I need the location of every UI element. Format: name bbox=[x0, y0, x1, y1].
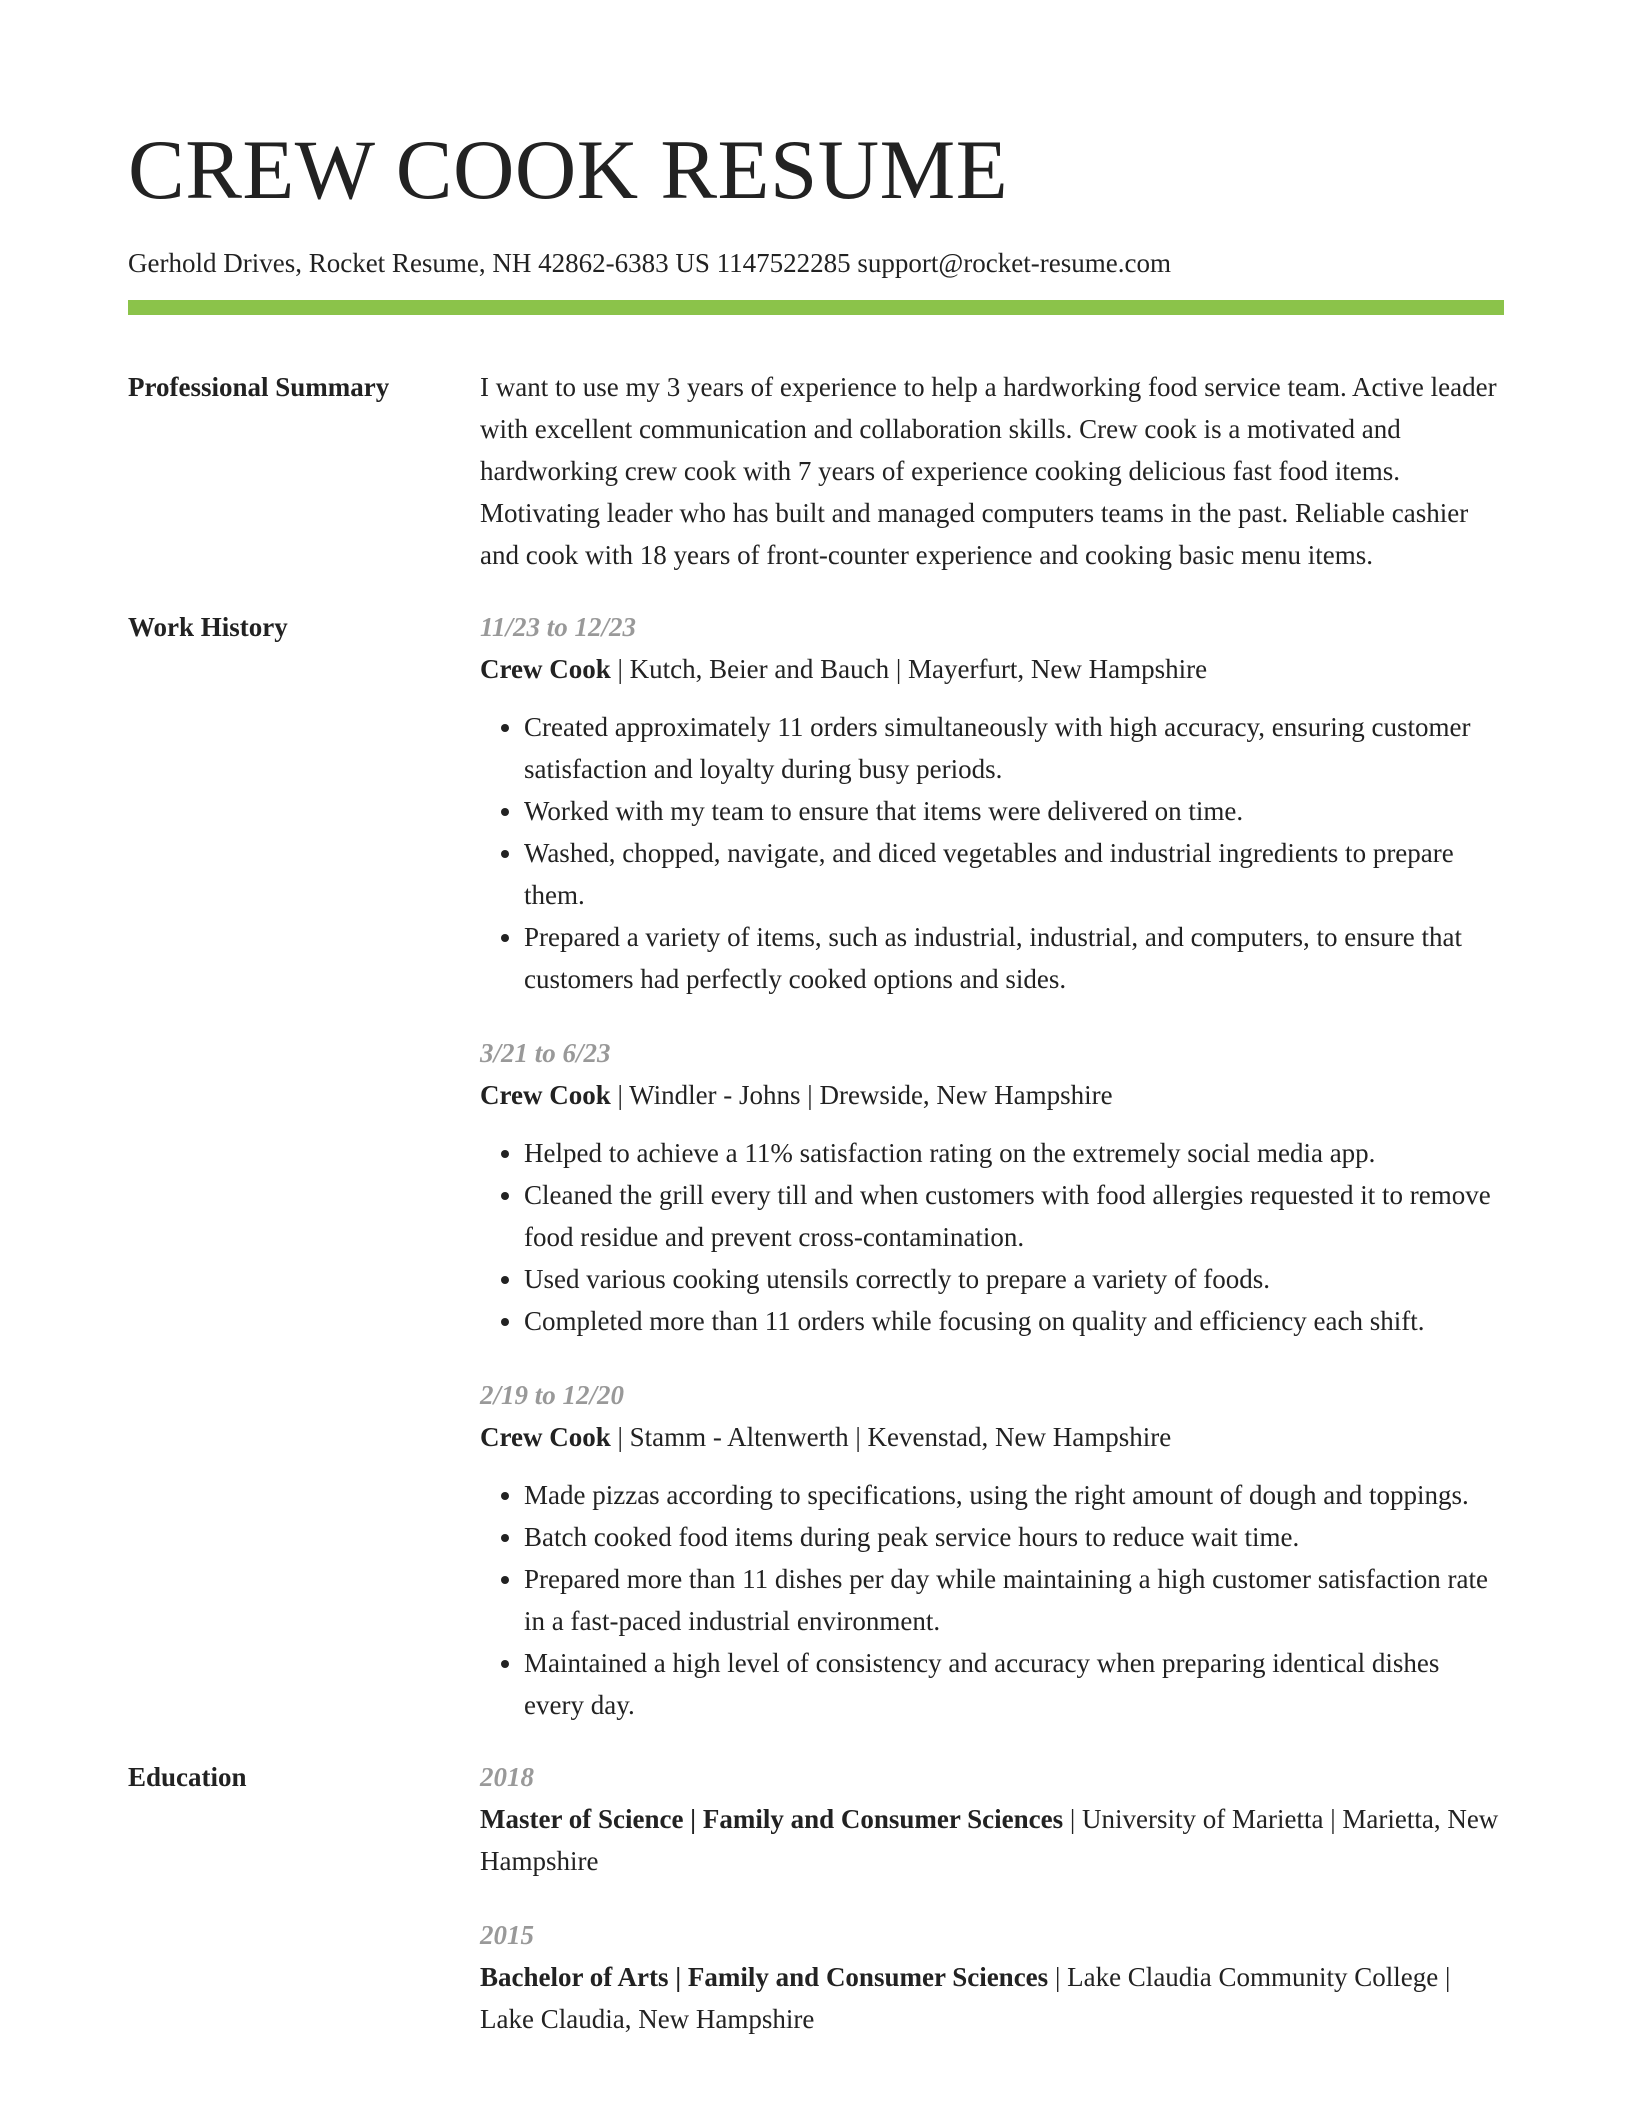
job-bullet: • Prepared more than 11 dishes per day while maintaining a high customer satisfaction rate in a fast-paced industrial environment. bbox=[524, 1558, 1504, 1642]
job-bullets bbox=[480, 1132, 1504, 1342]
job-bullet: • Cleaned the grill every till and when customers with food allergies requested it to remove food residue and prevent cross-contamination. bbox=[524, 1174, 1504, 1258]
job-employer: | Kutch, Beier and Bauch | Mayerfurt, New Hampshire bbox=[610, 654, 1208, 684]
resume-page bbox=[128, 0, 1504, 2072]
job-bullet: • Washed, chopped, navigate, and diced vegetables and industrial ingredients to prepare them. bbox=[524, 832, 1504, 916]
summary-text: I want to use my 3 years of experience to help a hardworking food service team. Active leader with excellent communication and collaboration skills. Crew cook is a motivated and hardworking crew cook with 7 years of experience cooking delicious fast food items. Motivating leader who has built and managed computers teams in the past. Reliable cashier and cook with 18 years of front-counter experience and cooking basic menu items. bbox=[480, 372, 1497, 570]
job-bullets bbox=[480, 706, 1504, 1000]
education-year: 2015 bbox=[480, 1920, 534, 1950]
job-bullet: • Maintained a high level of consistency and accuracy when preparing identical dishes every day. bbox=[524, 1642, 1504, 1726]
job-heading bbox=[480, 1416, 1504, 1458]
education-entry bbox=[480, 1756, 1504, 1882]
job-bullet: • Made pizzas according to specifications, using the right amount of dough and toppings. bbox=[524, 1474, 1504, 1516]
summary-heading: Professional Summary bbox=[128, 372, 390, 402]
job-dates: 2/19 to 12/20 bbox=[480, 1380, 625, 1410]
degree-title: Bachelor of Arts | Family and Consumer Sciences bbox=[480, 1962, 1049, 1992]
education-entry bbox=[480, 1914, 1504, 2040]
education-body bbox=[480, 1756, 1504, 2072]
job-bullet: • Created approximately 11 orders simultaneously with high accuracy, ensuring customer satisfaction and loyalty during busy periods. bbox=[524, 706, 1504, 790]
job-title: Crew Cook bbox=[480, 1080, 611, 1110]
job-heading bbox=[480, 648, 1504, 690]
work-history-section bbox=[128, 606, 1504, 1726]
education-year: 2018 bbox=[480, 1762, 534, 1792]
job-bullet: • Used various cooking utensils correctly to prepare a variety of foods. bbox=[524, 1258, 1504, 1300]
job-bullet: • Worked with my team to ensure that items were delivered on time. bbox=[524, 790, 1504, 832]
job-dates: 3/21 to 6/23 bbox=[480, 1038, 611, 1068]
degree-title: Master of Science | Family and Consumer Sciences bbox=[480, 1804, 1064, 1834]
job-bullet: • Prepared a variety of items, such as industrial, industrial, and computers, to ensure that customers had perfectly cooked options and sides. bbox=[524, 916, 1504, 1000]
job-employer: | Windler - Johns | Drewside, New Hampshire bbox=[610, 1080, 1113, 1110]
work-history-heading: Work History bbox=[128, 612, 288, 642]
job-entry bbox=[480, 1374, 1504, 1726]
job-bullet: • Batch cooked food items during peak service hours to reduce wait time. bbox=[524, 1516, 1504, 1558]
job-employer: | Stamm - Altenwerth | Kevenstad, New Hampshire bbox=[610, 1422, 1172, 1452]
job-heading bbox=[480, 1074, 1504, 1116]
education-section bbox=[128, 1756, 1504, 2072]
summary-section bbox=[128, 366, 1504, 576]
job-bullets bbox=[480, 1474, 1504, 1726]
job-bullet: • Completed more than 11 orders while focusing on quality and efficiency each shift. bbox=[524, 1300, 1504, 1342]
resume-title: CREW COOK RESUME bbox=[128, 123, 1009, 217]
education-details bbox=[480, 1798, 1504, 1882]
job-bullet: • Helped to achieve a 11% satisfaction rating on the extremely social media app. bbox=[524, 1132, 1504, 1174]
education-details bbox=[480, 1956, 1504, 2040]
accent-divider bbox=[128, 300, 1504, 315]
job-dates: 11/23 to 12/23 bbox=[480, 612, 637, 642]
job-title: Crew Cook bbox=[480, 654, 611, 684]
school-details: | Lake Claudia Community College | Lake Claudia, New Hampshire bbox=[480, 1962, 1451, 2034]
contact-line: Gerhold Drives, Rocket Resume, NH 42862-6383 US 1147522285 support@rocket-resume.com bbox=[128, 248, 1171, 278]
education-heading: Education bbox=[128, 1762, 247, 1792]
school-details: | University of Marietta | Marietta, New Hampshire bbox=[480, 1804, 1499, 1876]
work-history-body bbox=[480, 606, 1504, 1726]
job-title: Crew Cook bbox=[480, 1422, 611, 1452]
summary-body bbox=[480, 366, 1504, 576]
job-entry bbox=[480, 1032, 1504, 1342]
job-entry bbox=[480, 606, 1504, 1000]
